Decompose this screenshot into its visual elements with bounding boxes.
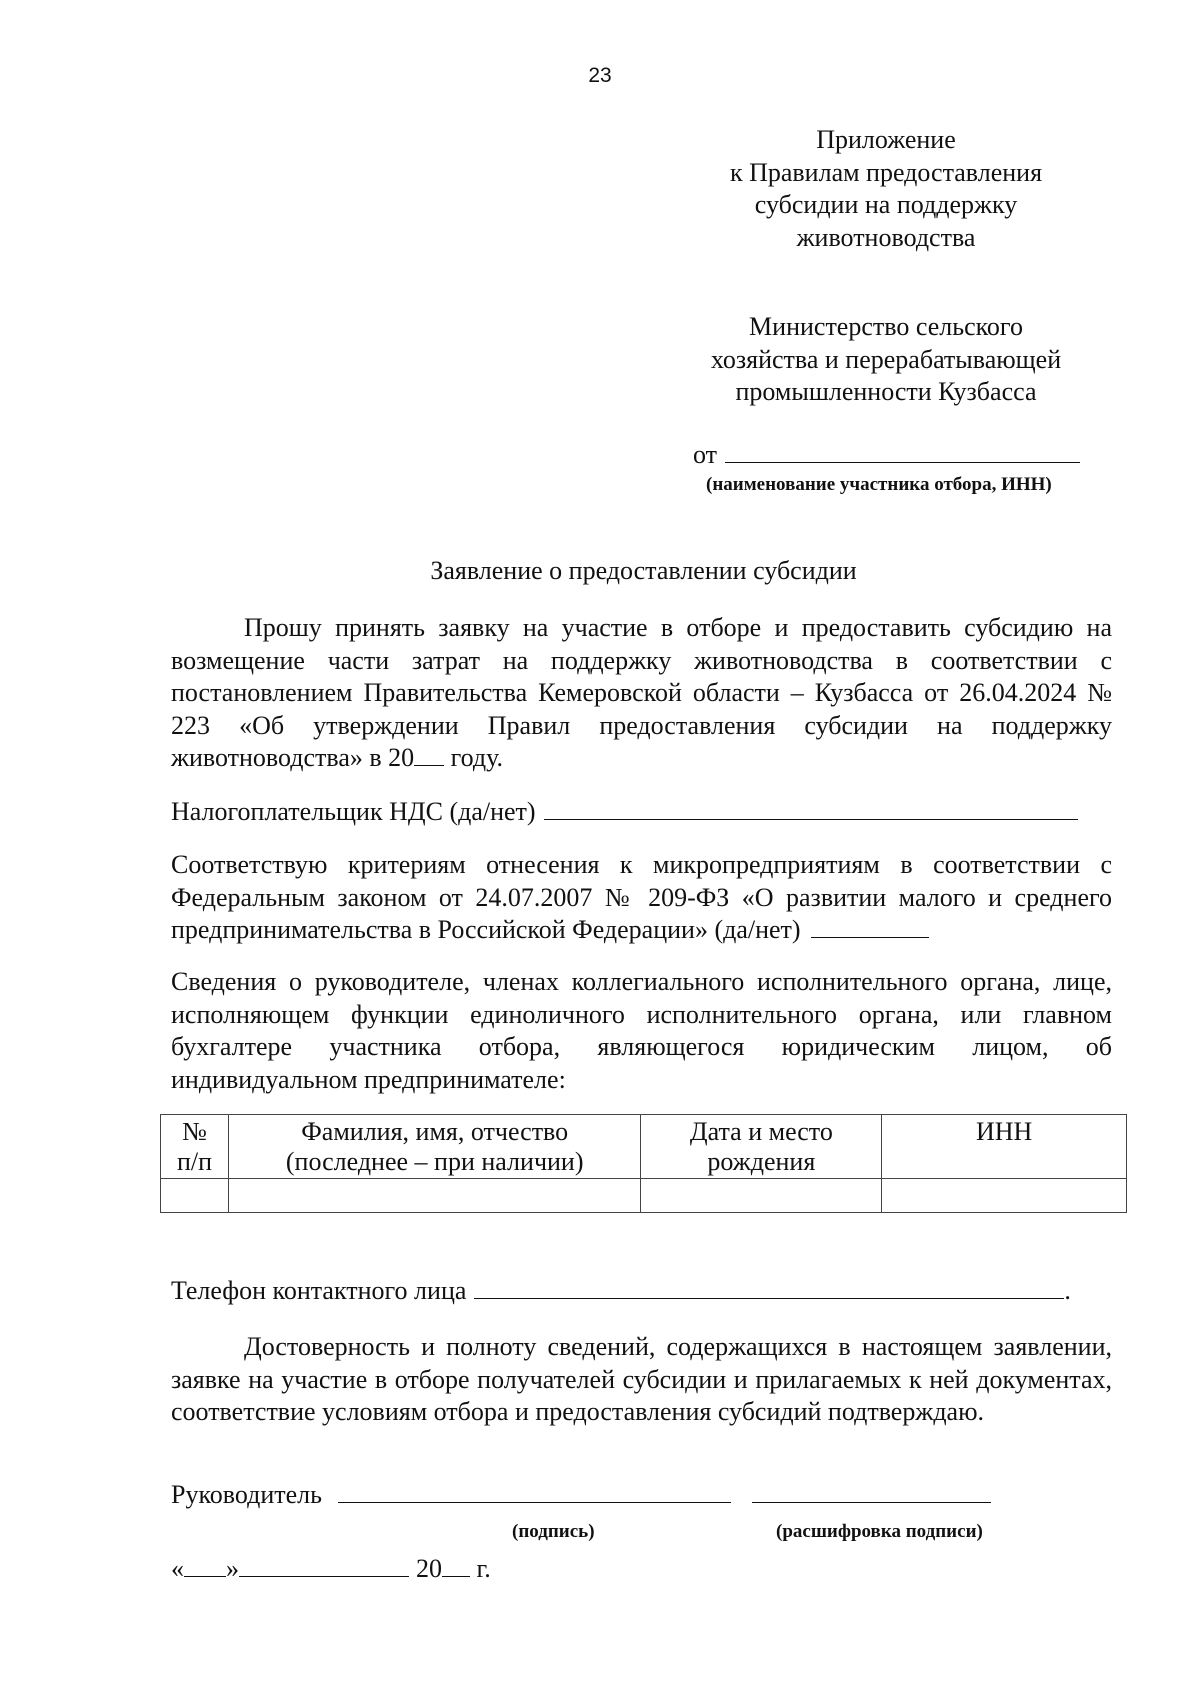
signature-blank-field[interactable] xyxy=(338,1482,731,1503)
header-text: ИНН xyxy=(975,1117,1033,1146)
addressee-line: Министерство сельского xyxy=(749,312,1023,341)
micro-blank-field[interactable] xyxy=(811,917,929,938)
from-row xyxy=(693,440,1080,470)
confirmation-paragraph: Достоверность и полноту сведений, содержащихся в настоящем заявлении, заявке на участие в отборе получателей субсидии и прилагаемых к ней документах, соответствие условиям отбора и предоставления субсидий подтверждаю. xyxy=(171,1332,1112,1426)
vat-blank-field[interactable] xyxy=(544,799,1078,820)
header-inn xyxy=(882,1115,1127,1179)
phone-blank-field[interactable] xyxy=(474,1278,1064,1299)
request-text: Прошу принять заявку на участие в отборе и предоставить субсидию на возмещение части затрат на поддержку животноводства в соответствии с постановлением Правительства Кемеровской области – Кузбасса от 26.04.2024 № 223 «Об утверждении Правил предоставления субсидии на поддержку животноводства» в 20 xyxy=(171,613,1112,772)
table-cell[interactable] xyxy=(161,1179,229,1213)
month-blank-field[interactable] xyxy=(239,1556,409,1577)
decoding-caption: (расшифровка подписи) xyxy=(776,1521,983,1542)
phone-label: Телефон контактного лица xyxy=(171,1276,467,1305)
date-close-quote: » xyxy=(226,1554,239,1583)
micro-paragraph xyxy=(171,849,1112,947)
addressee-line: промышленности Кузбасса xyxy=(735,377,1037,406)
table-cell[interactable] xyxy=(228,1179,641,1213)
table-row xyxy=(161,1179,1127,1213)
request-paragraph xyxy=(171,612,1112,775)
phone-row xyxy=(171,1276,1071,1306)
vat-label: Налогоплательщик НДС (да/нет) xyxy=(171,797,536,826)
phone-end: . xyxy=(1064,1276,1071,1305)
header-full-name xyxy=(228,1115,641,1179)
header-number xyxy=(161,1115,229,1179)
header-text: п/п xyxy=(176,1147,212,1176)
from-blank-field[interactable] xyxy=(725,440,1080,463)
from-caption: (наименование участника отбора, ИНН) xyxy=(706,474,1052,495)
from-label: от xyxy=(693,440,718,469)
management-paragraph: Сведения о руководителе, членах коллегиального исполнительного органа, лице, исполняющем функции единоличного исполнительного органа, или главном бухгалтере участника отбора, являющегося юридическим лицом, об индивидуальном предпринимателе: xyxy=(171,967,1112,1094)
signature-label: Руководитель xyxy=(171,1480,322,1509)
header-text: (последнее – при наличии) xyxy=(285,1147,584,1176)
header-text: рождения xyxy=(707,1147,816,1176)
decoding-blank-field[interactable] xyxy=(752,1482,991,1503)
date-open-quote: « xyxy=(171,1554,184,1583)
vat-row xyxy=(171,797,1078,827)
table-cell[interactable] xyxy=(641,1179,882,1213)
micro-text: Соответствую критериям отнесения к микропредприятиям в соответствии с Федеральным законом от 24.07.2007 № 209-ФЗ «О развитии малого и среднего предпринимательства в Российской Федерации» (да/нет) xyxy=(171,850,1112,944)
table-cell[interactable] xyxy=(882,1179,1127,1213)
appendix-line: Приложение xyxy=(816,125,956,154)
year-blank-field[interactable] xyxy=(442,1556,470,1577)
signature-caption: (подпись) xyxy=(512,1521,595,1542)
addressee-line: хозяйства и перерабатывающей xyxy=(710,344,1062,374)
table-header-row xyxy=(161,1115,1127,1179)
date-row xyxy=(171,1554,491,1584)
signature-row xyxy=(171,1480,991,1510)
document-title: Заявление о предоставлении субсидии xyxy=(430,556,857,585)
page-number: 23 xyxy=(588,64,612,87)
appendix-block xyxy=(676,124,1096,254)
day-blank-field[interactable] xyxy=(184,1556,226,1577)
appendix-line: животноводства xyxy=(796,222,976,252)
header-text: № xyxy=(182,1117,207,1146)
header-birth xyxy=(641,1115,882,1179)
header-text: Дата и место xyxy=(689,1117,833,1146)
year-suffix: г. xyxy=(470,1554,491,1583)
year-blank-field[interactable] xyxy=(414,745,444,766)
management-table xyxy=(160,1114,1127,1213)
request-suffix: году. xyxy=(444,743,504,772)
appendix-line: субсидии на поддержку xyxy=(754,190,1018,219)
header-text: Фамилия, имя, отчество xyxy=(301,1117,569,1146)
appendix-line: к Правилам предоставления xyxy=(729,157,1043,187)
addressee-block xyxy=(676,311,1096,409)
year-prefix: 20 xyxy=(416,1554,442,1583)
